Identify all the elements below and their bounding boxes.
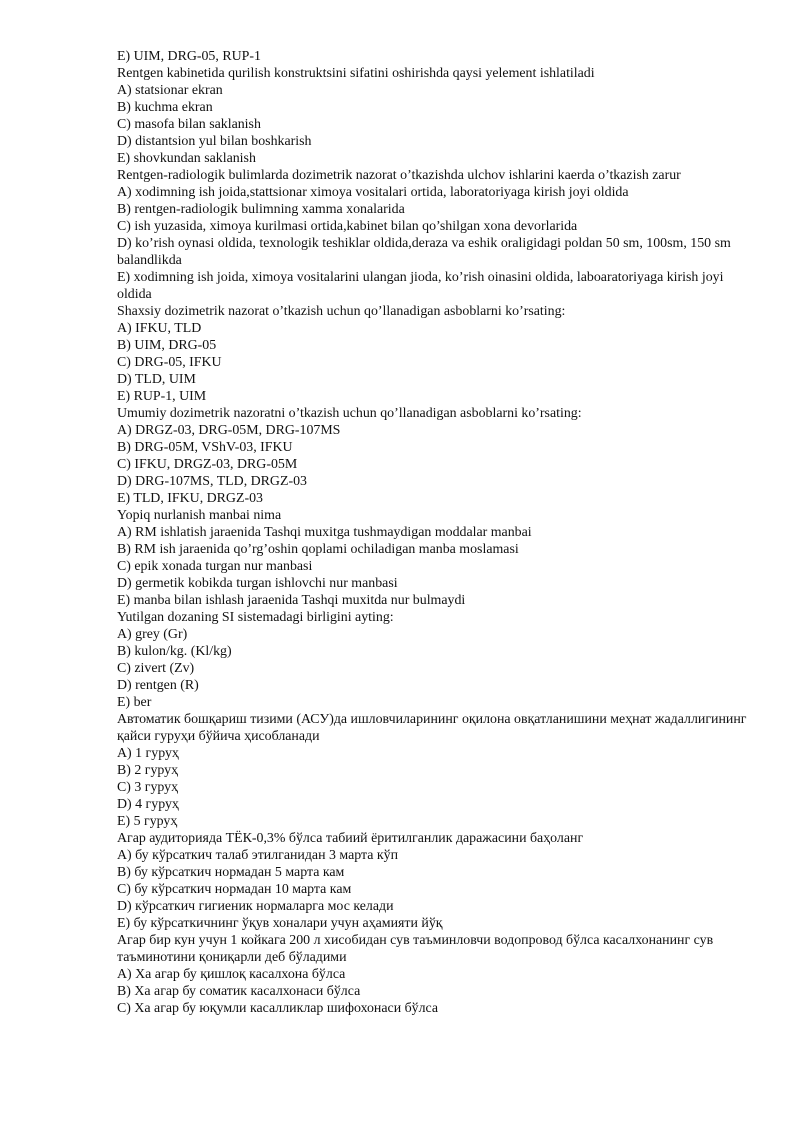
question-text: Rentgen-radiologik bulimlarda dozimetrik nazorat o’tkazishda ulchov ishlarini kaerda o’tkazish zarur: [117, 168, 681, 183]
answer-option: E) shovkundan saklanish: [117, 151, 256, 166]
answer-option: A) statsionar ekran: [117, 83, 223, 98]
answer-option: A) DRGZ-03, DRG-05M, DRG-107MS: [117, 423, 341, 438]
answer-option: D) 4 гуруҳ: [117, 797, 179, 812]
answer-option: A) RM ishlatish jaraenida Tashqi muxitga tushmaydigan moddalar manbai: [117, 525, 532, 540]
answer-option: D) TLD, UIM: [117, 372, 196, 387]
answer-option: A) xodimning ish joida,stattsionar ximoya vositalari ortida, laboratoriyaga kirish joyi oldida: [117, 185, 629, 200]
answer-option: С) Ха агар бу юқумли касалликлар шифохонаси бўлса: [117, 1001, 439, 1016]
answer-option: C) ish yuzasida, ximoya kurilmasi ortida,kabinet bilan qo’shilgan xona devorlarida: [117, 219, 578, 234]
answer-option: A) IFKU, TLD: [117, 321, 202, 336]
document-page: [117, 48, 747, 1017]
answer-option: D) distantsion yul bilan boshkarish: [117, 134, 312, 149]
question-text: Автоматик бошқариш тизими (АСУ)да ишловчиларининг оқилона овқатланишини меҳнат жадаллигининг қайси гуруҳи бўйича ҳисобланади: [117, 712, 747, 744]
question-text: Shaxsiy dozimetrik nazorat o’tkazish uchun qo’llanadigan asboblarni ko’rsating:: [117, 304, 566, 319]
question-text: Агар аудиторияда ТЁК-0,3% бўлса табиий ёритилганлик даражасини баҳоланг: [117, 831, 584, 846]
answer-option: С) бу кўрсаткич нормадан 10 марта кам: [117, 882, 352, 897]
answer-option: D) кўрсаткич гигиеник нормаларга мос келади: [117, 899, 394, 914]
answer-option: В) 2 гуруҳ: [117, 763, 179, 778]
answer-option: B) UIM, DRG-05: [117, 338, 217, 353]
answer-option: B) kulon/kg. (Kl/kg): [117, 644, 232, 659]
question-text: Yutilgan dozaning SI sistemadagi birligini ayting:: [117, 610, 394, 625]
answer-option: B) rentgen-radiologik bulimning xamma xonalarida: [117, 202, 405, 217]
answer-option: Е) 5 гуруҳ: [117, 814, 178, 829]
answer-option: C) masofa bilan saklanish: [117, 117, 261, 132]
question-text: Rentgen kabinetida qurilish konstruktsini sifatini oshirishda qaysi yelement ishlatiladi: [117, 66, 595, 81]
answer-option: D) germetik kobikda turgan ishlovchi nur manbasi: [117, 576, 398, 591]
answer-option: В) бу кўрсаткич нормадан 5 марта кам: [117, 865, 345, 880]
answer-option: E) manba bilan ishlash jaraenida Tashqi muxitda nur bulmaydi: [117, 593, 466, 608]
answer-option: E) UIM, DRG-05, RUP-1: [117, 49, 261, 64]
answer-option: B) DRG-05M, VShV-03, IFKU: [117, 440, 293, 455]
answer-option: D) rentgen (R): [117, 678, 199, 693]
answer-option: C) DRG-05, IFKU: [117, 355, 222, 370]
answer-option: B) kuchma ekran: [117, 100, 213, 115]
answer-option: А) бу кўрсаткич талаб этилганидан 3 марта кўп: [117, 848, 399, 863]
answer-option: E) xodimning ish joida, ximoya vositalarini ulangan jioda, ko’rish oinasini oldida, laboaratoriyaga kirish joyi oldida: [117, 270, 724, 302]
answer-option: Е) бу кўрсаткичнинг ўқув хоналари учун аҳамияти йўқ: [117, 916, 443, 931]
answer-option: D) ko’rish oynasi oldida, texnologik teshiklar oldida,deraza va eshik oraligidagi poldan 50 sm, 100sm, 150 sm balandlikda: [117, 236, 731, 268]
answer-option: А) Ха агар бу қишлоқ касалхона бўлса: [117, 967, 346, 982]
question-text: Агар бир кун учун 1 койкага 200 л хисобидан сув таъминловчи водопровод бўлса касалхонанинг сув таъминотини қониқарли деб бўладими: [117, 933, 714, 965]
answer-option: C) epik xonada turgan nur manbasi: [117, 559, 313, 574]
answer-option: С) 3 гуруҳ: [117, 780, 179, 795]
answer-option: B) RM ish jaraenida qo’rg’oshin qoplami ochiladigan manba moslamasi: [117, 542, 519, 557]
answer-option: C) zivert (Zv): [117, 661, 195, 676]
answer-option: В) Ха агар бу соматик касалхонаси бўлса: [117, 984, 361, 999]
question-text: Umumiy dozimetrik nazoratni o’tkazish uchun qo’llanadigan asboblarni ko’rsating:: [117, 406, 582, 421]
answer-option: C) IFKU, DRGZ-03, DRG-05M: [117, 457, 298, 472]
answer-option: A) grey (Gr): [117, 627, 188, 642]
answer-option: E) TLD, IFKU, DRGZ-03: [117, 491, 263, 506]
answer-option: А) 1 гуруҳ: [117, 746, 179, 761]
answer-option: E) RUP-1, UIM: [117, 389, 207, 404]
question-text: Yopiq nurlanish manbai nima: [117, 508, 282, 523]
answer-option: D) DRG-107MS, TLD, DRGZ-03: [117, 474, 307, 489]
answer-option: E) ber: [117, 695, 152, 710]
